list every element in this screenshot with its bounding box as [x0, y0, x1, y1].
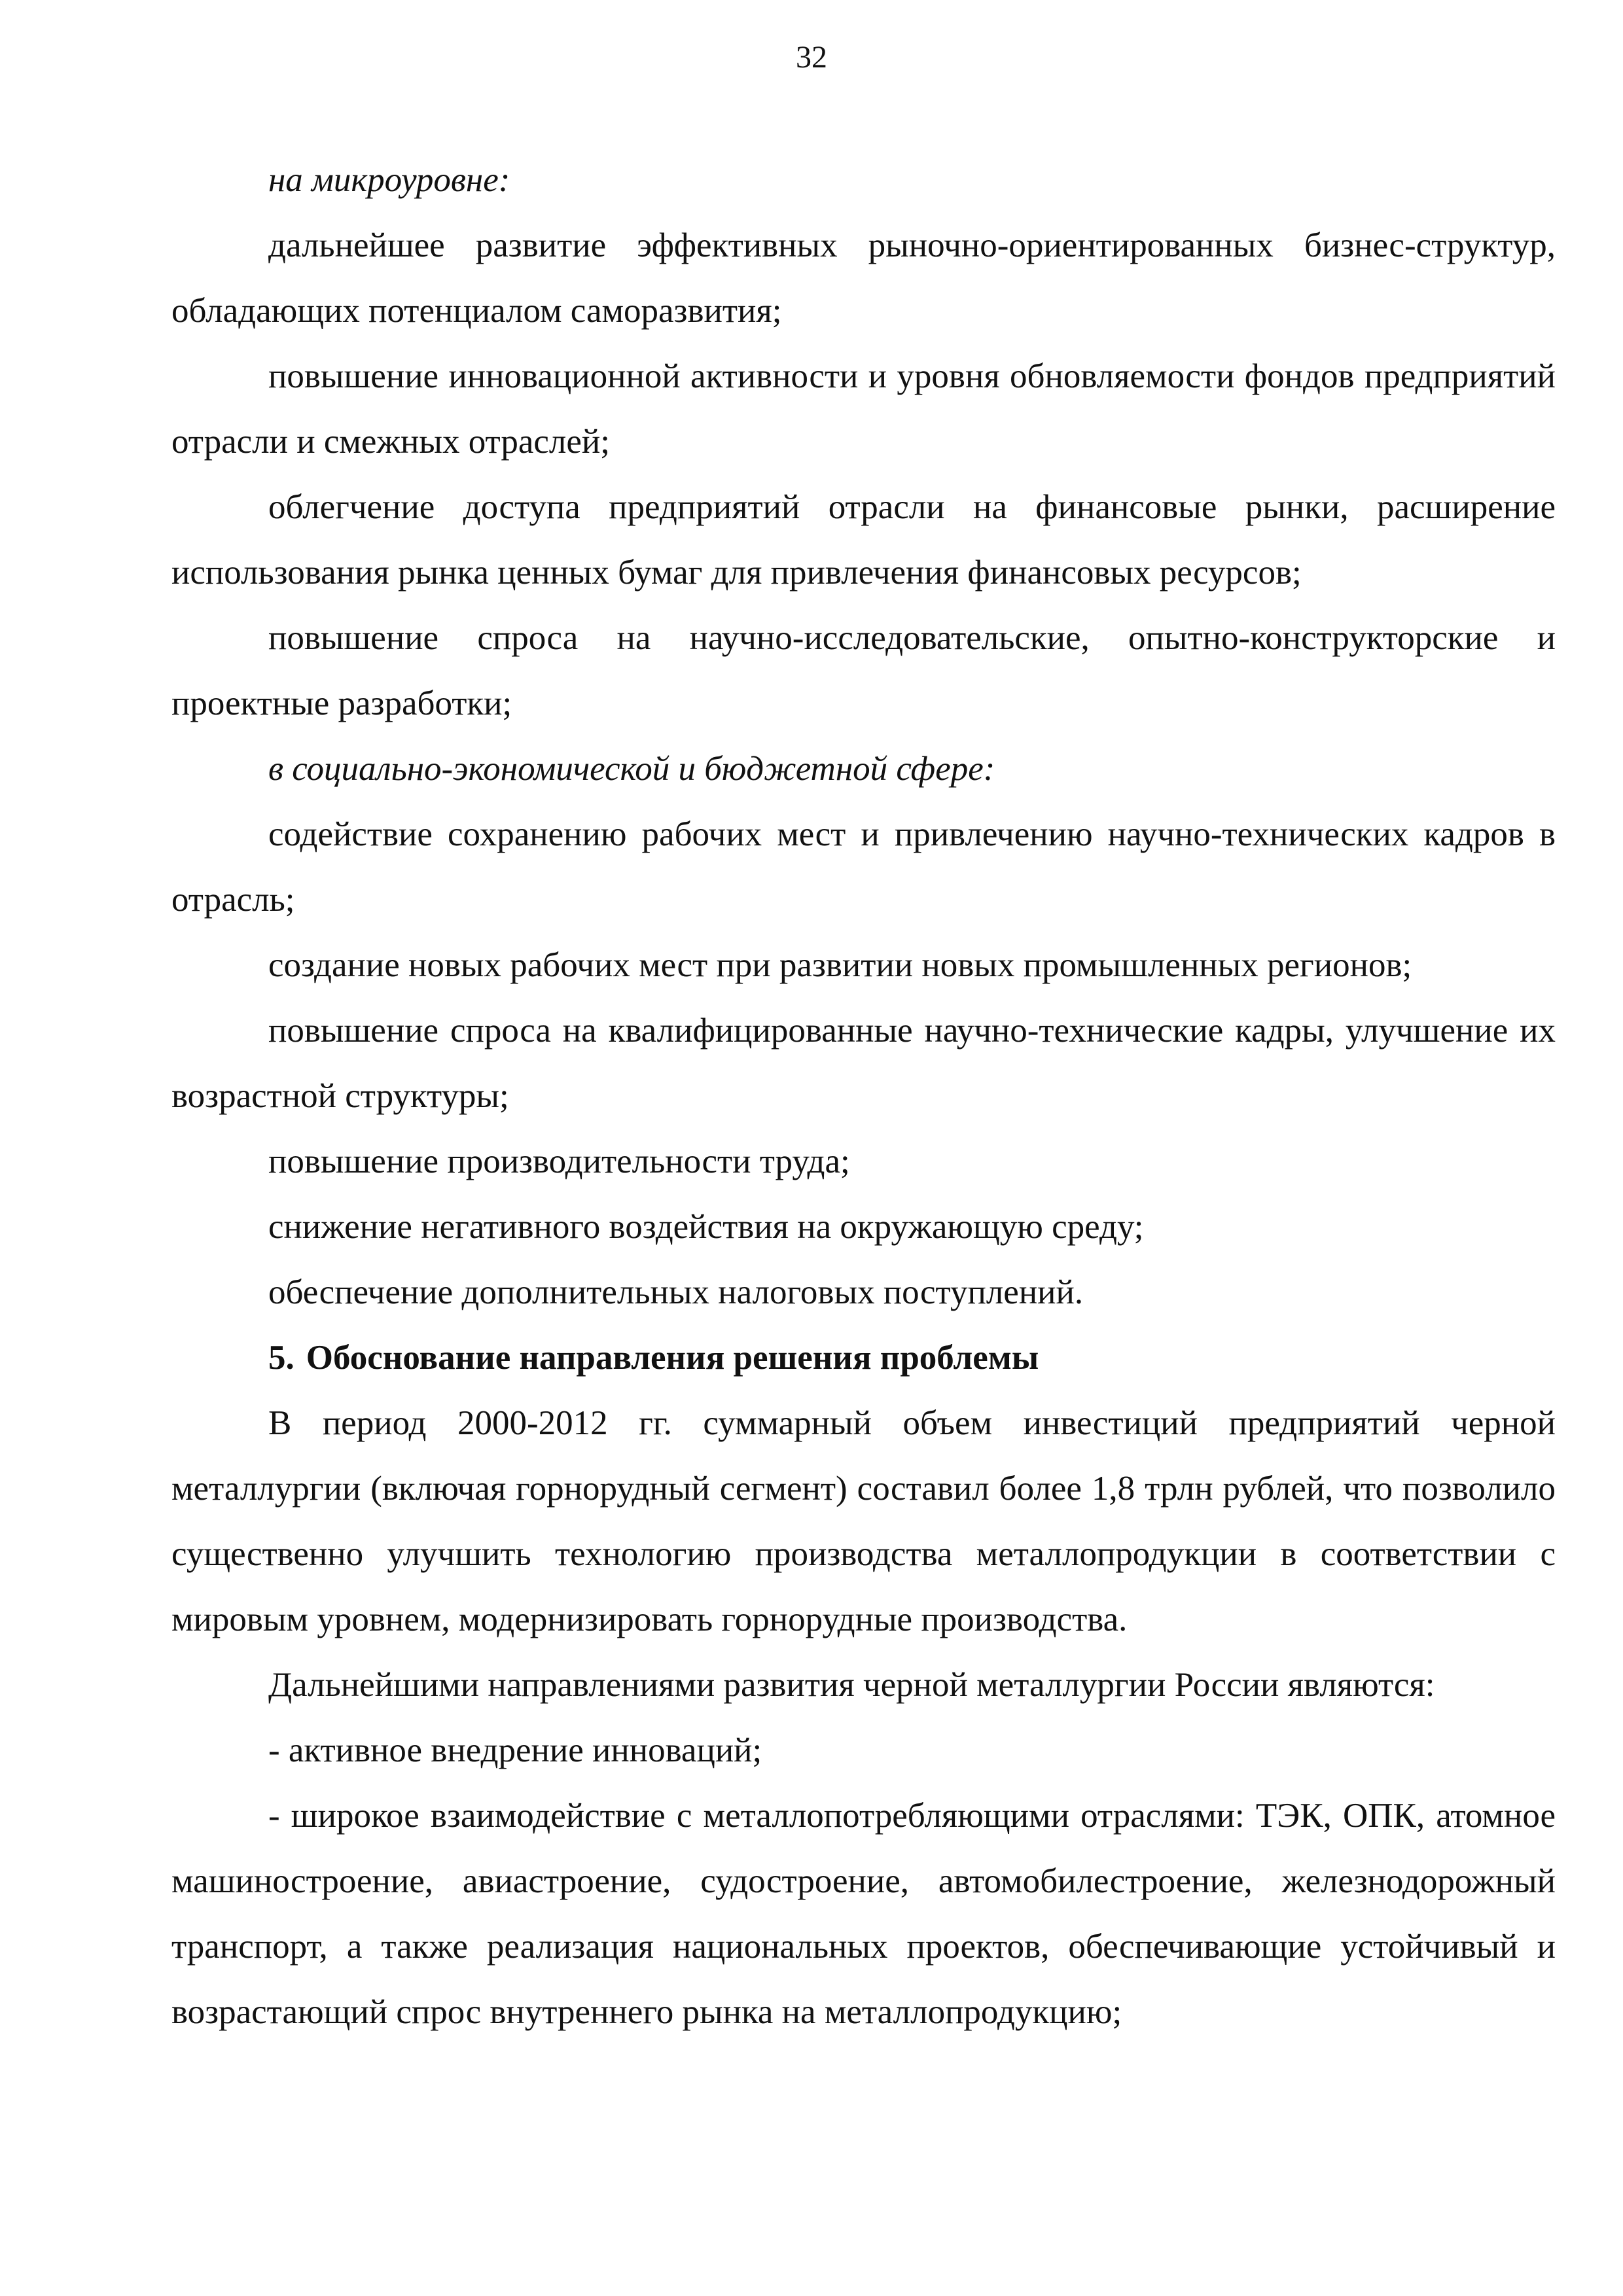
paragraph-micro-4: повышение спроса на научно-исследовательские, опытно-конструкторские и проектные разработки;	[171, 619, 1556, 722]
micro-level-heading: на микроуровне:	[268, 161, 510, 199]
paragraph-social-3: повышение спроса на квалифицированные научно-технические кадры, улучшение их возрастной структуры;	[171, 1012, 1556, 1115]
paragraph-body-2: Дальнейшими направлениями развития черной металлургии России являются:	[268, 1666, 1435, 1704]
document-body	[171, 147, 1556, 2045]
paragraph-micro-1: дальнейшее развитие эффективных рыночно-ориентированных бизнес-структур, обладающих потенциалом саморазвития;	[171, 226, 1556, 330]
section-number: 5.	[268, 1339, 294, 1377]
social-sphere-heading: в социально-экономической и бюджетной сфере:	[268, 750, 995, 788]
paragraph-social-1: содействие сохранению рабочих мест и привлечению научно-технических кадров в отрасль;	[171, 815, 1556, 919]
paragraph-social-4: повышение производительности труда;	[268, 1142, 850, 1180]
paragraph-micro-2: повышение инновационной активности и уровня обновляемости фондов предприятий отрасли и смежных отраслей;	[171, 357, 1556, 461]
paragraph-micro-3: облегчение доступа предприятий отрасли на финансовые рынки, расширение использования рынка ценных бумаг для привлечения финансовых ресурсов;	[171, 488, 1556, 592]
section-title: Обоснование направления решения проблемы	[306, 1339, 1039, 1377]
section-heading	[171, 1325, 1556, 1390]
paragraph-social-5: снижение негативного воздействия на окружающую среду;	[268, 1208, 1144, 1246]
list-item-interaction: - широкое взаимодействие с металлопотребляющими отраслями: ТЭК, ОПК, атомное машиностроение, авиастроение, судостроение, автомобилестроение, железнодорожный транспорт, а также реализация национальных проектов, обеспечивающие устойчивый и возрастающий спрос внутреннего рынка на металлопродукцию;	[171, 1797, 1556, 2031]
list-item-innovations: - активное внедрение инноваций;	[268, 1731, 762, 1769]
paragraph-body-1: В период 2000-2012 гг. суммарный объем инвестиций предприятий черной металлургии (включая горнорудный сегмент) составил более 1,8 трлн рублей, что позволило существенно улучшить технологию производства металлопродукции в соответствии с мировым уровнем, модернизировать горнорудные производства.	[171, 1404, 1556, 1638]
paragraph-social-6: обеспечение дополнительных налоговых поступлений.	[268, 1273, 1084, 1311]
paragraph-social-2: создание новых рабочих мест при развитии новых промышленных регионов;	[268, 946, 1412, 984]
page-number: 32	[796, 40, 827, 75]
